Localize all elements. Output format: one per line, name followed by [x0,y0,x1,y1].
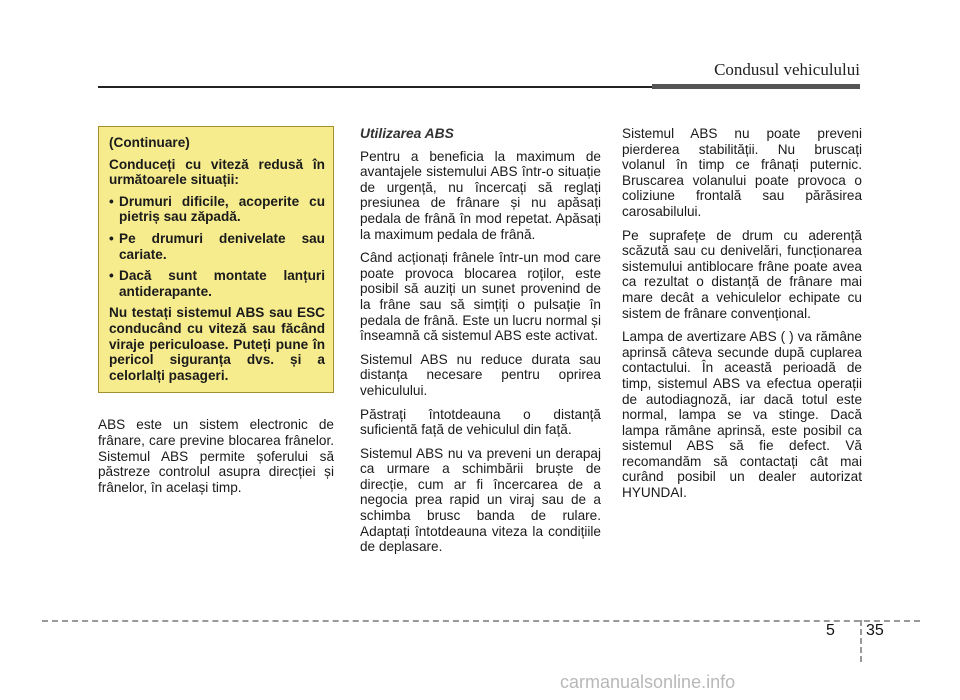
warning-box [98,126,334,393]
warning-bullet-text: Dacă sunt montate lanțuri antiderapante. [119,268,325,299]
watermark: carmanualsonline.info [560,672,736,692]
warning-bullet [109,268,325,299]
column-2 [360,126,601,563]
chapter-number: 5 [826,622,835,639]
warning-bullet [109,231,325,262]
footer-divider [860,620,862,662]
header-title: Condusul vehiculului [714,60,860,79]
warning-bullet-text: Drumuri dificile, acoperite cu pietriș sau zăpadă. [119,193,325,225]
paragraph: Când acționați frânele într-un mod care poate provoca blocarea roților, este posibil să auziți un sunet provenind de la frâne sau să simțiți o pulsație în pedala de frână. Este un lucru normal și înseamnă că sistemul ABS este activat. [360,250,601,344]
warning-bullet [109,194,325,225]
paragraph: Sistemul ABS nu reduce durata sau distanța necesare pentru oprirea vehiculului. [360,351,601,398]
warning-list [109,194,325,300]
paragraph: Lampa de avertizare ABS ( ) va rămâne aprinsă câteva secunde după cuplarea contactului. În această perioadă de timp, sistemul ABS va efectua operații de autodiagnoză, iar dacă totul este normal, lampa se va stinge. Dacă lampa rămâne aprinsă, este posibil ca sistemul ABS să fie defect. Vă recomandăm să contactați cât mai curând posibil un dealer autorizat HYUNDAI. [622,329,862,501]
paragraph: Pe suprafețe de drum cu aderență scăzută sau cu denivelări, funcționarea sistemului antiblocare frâne poate avea ca rezultat o distanță de frânare mai mare decât a vehiculelor echipate cu sistem de frânare convențional. [622,227,862,321]
paragraph: Sistemul ABS nu va preveni un derapaj ca urmare a schimbării bruște de direcție, cum ar fi încercarea de a negocia prea rapid un viraj sau de a schimba brusc banda de rulare. Adaptați întotdeauna viteza la condițiile de deplasare. [360,445,601,555]
bullet-icon: • [109,193,114,209]
column-3 [622,126,862,509]
warning-intro: Conduceți cu viteză redusă în următoarele situații: [109,156,325,188]
bullet-icon: • [109,230,114,246]
paragraph: Pentru a beneficia la maximum de avantajele sistemului ABS într-o situație de urgență, nu încercați să reglați presiunea de frânare și nu apăsați pedala de frână în mod repetat. Apăsați la maximum pedala de frână. [360,148,601,242]
warning-bullet-text: Pe drumuri denivelate sau cariate. [119,230,325,262]
warning-closing: Nu testați sistemul ABS sau ESC conducând cu viteză sau făcând viraje periculoase. Puteți pune în pericol siguranța dvs. și a celorlalți pasageri. [109,305,325,383]
column-1 [98,126,334,503]
page-number: 35 [866,622,884,639]
bullet-icon: • [109,268,114,284]
paragraph: Păstrați întotdeauna o distanță suficientă față de vehiculul din față. [360,406,601,438]
warning-title: (Continuare) [109,135,190,150]
section-heading: Utilizarea ABS [360,126,454,141]
paragraph: ABS este un sistem electronic de frânare, care previne blocarea frânelor. Sistemul ABS permite șoferului să păstreze controlul asupra direcției și frânelor, în același timp. [98,417,334,495]
footer-rule [42,620,920,622]
paragraph: Sistemul ABS nu poate preveni pierderea stabilității. Nu bruscați volanul în timp ce frânați puternic. Bruscarea volanului poate provoca o coliziune frontală sau părăsirea carosabilului. [622,126,862,219]
header-rule-accent [652,84,860,89]
